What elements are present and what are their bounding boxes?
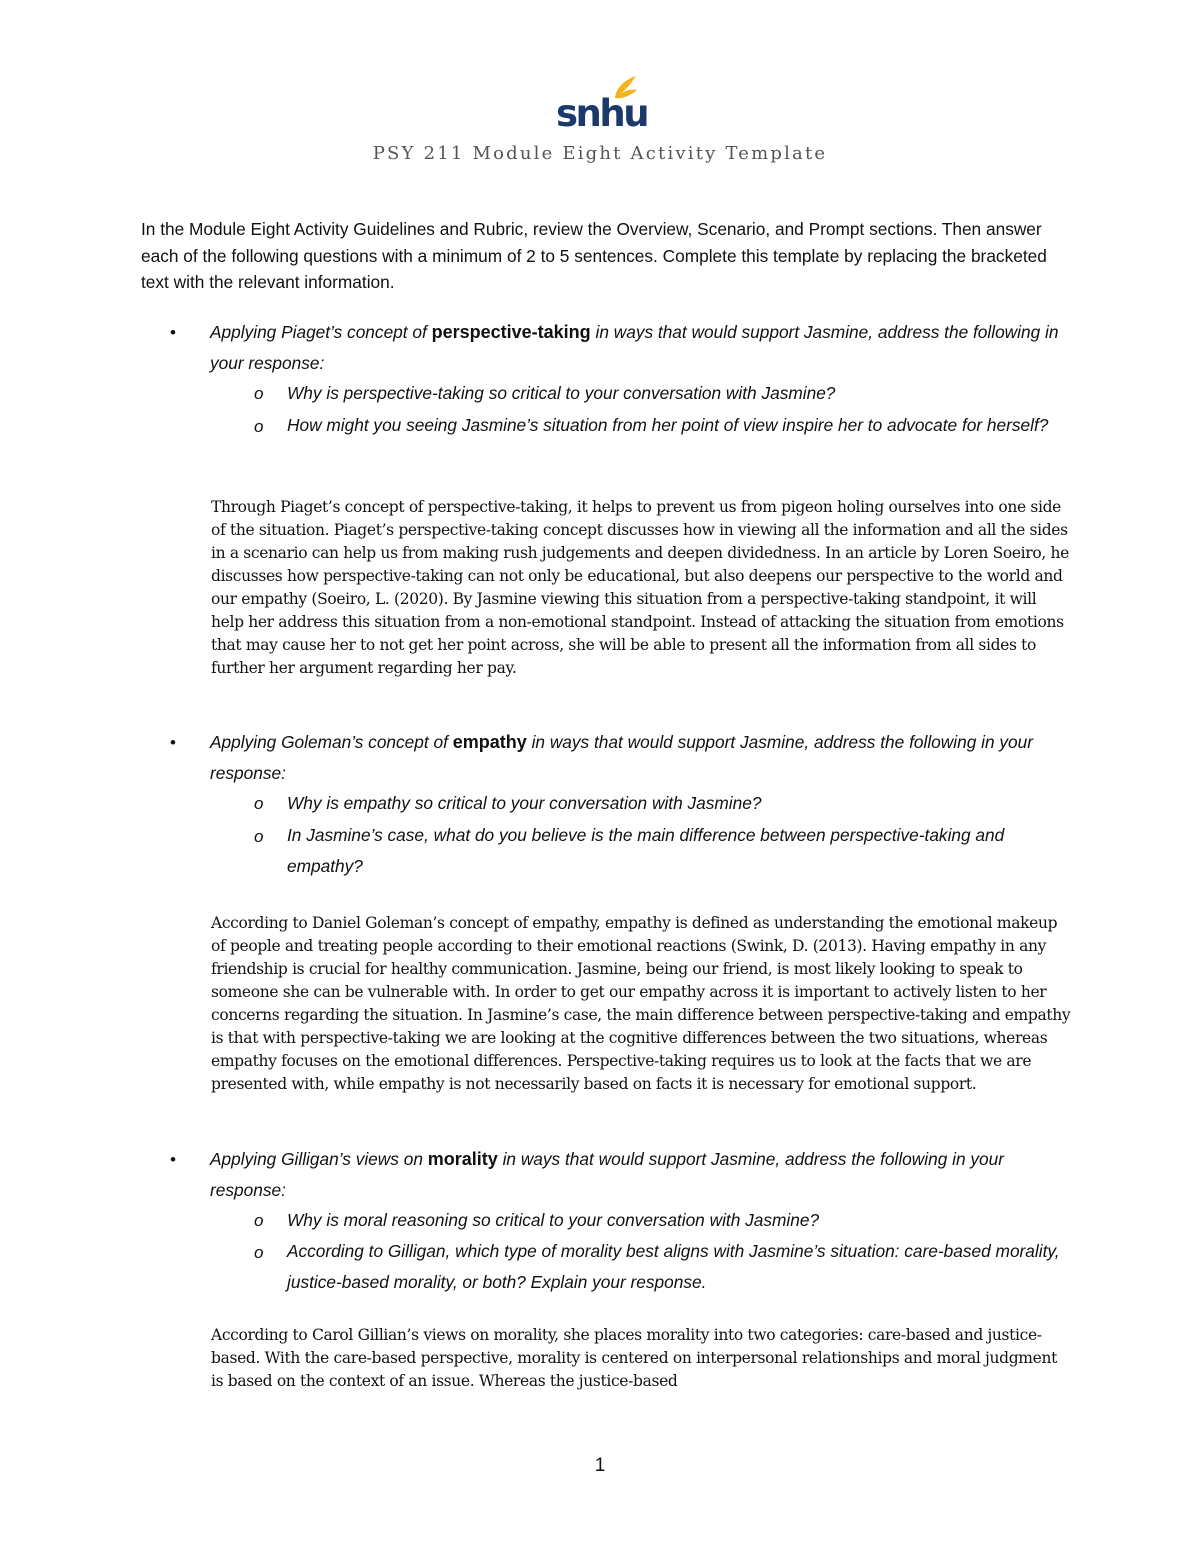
snhu-logo bbox=[556, 74, 648, 135]
question-2-suffix: in ways that would support Jasmine, address the following in your response: bbox=[210, 732, 1033, 783]
logo-wordmark: snhu bbox=[556, 92, 648, 135]
sub-bullet-icon: o bbox=[254, 827, 264, 846]
question-1-sub-2: How might you seeing Jasmine’s situation from her point of view inspire her to advocate for herself? bbox=[287, 415, 1049, 435]
sub-bullet-icon: o bbox=[254, 384, 264, 403]
document-title: PSY 211 Module Eight Activity Template bbox=[372, 143, 828, 164]
question-2 bbox=[210, 727, 1070, 788]
question-3-sub-2: According to Gilligan, which type of morality best aligns with Jasmine’s situation: care-based morality, justice-based morality, or both? Explain your response. bbox=[287, 1241, 1060, 1292]
question-3-keyword: morality bbox=[427, 1149, 498, 1169]
question-3-suffix: in ways that would support Jasmine, address the following in your response: bbox=[210, 1149, 1004, 1200]
question-2-prefix: Applying Goleman’s concept of bbox=[210, 732, 453, 752]
question-3 bbox=[210, 1144, 1070, 1205]
answer-2: According to Daniel Goleman’s concept of empathy, empathy is defined as understanding the emotional makeup of people and treating people according to their emotional reactions (Swink, D. (2013). Having empathy in any friendship is crucial for healthy communication. Jasmine, being our friend, is most likely looking to speak to someone she can be vulnerable with. In order to get our empathy across it is important to actively listen to her concerns regarding the situation. In Jasmine’s case, the main difference between perspective-taking and empathy is that with perspective-taking we are looking at the cognitive differences between the two situations, whereas empathy focuses on the emotional differences. Perspective-taking requires us to look at the facts that we are presented with, while empathy is not necessarily based on facts it is necessary for emotional support. bbox=[211, 914, 1071, 1093]
question-2-sub-1: Why is empathy so critical to your conversation with Jasmine? bbox=[287, 793, 762, 813]
question-1 bbox=[210, 317, 1070, 378]
sub-bullet-icon: o bbox=[254, 794, 264, 813]
sub-bullet-icon: o bbox=[254, 417, 264, 436]
question-1-suffix: in ways that would support Jasmine, address the following in your response: bbox=[210, 322, 1059, 373]
intro-paragraph: In the Module Eight Activity Guidelines and Rubric, review the Overview, Scenario, and Prompt sections. Then answer each of the following questions with a minimum of 2 to 5 sentences. Complete this template by replacing the bracketed text with the relevant information. bbox=[141, 219, 1047, 292]
question-2-sub-2: In Jasmine’s case, what do you believe is the main difference between perspective-taking and empathy? bbox=[287, 825, 1005, 876]
question-3-sub-1: Why is moral reasoning so critical to your conversation with Jasmine? bbox=[287, 1210, 820, 1230]
bullet-icon: • bbox=[170, 733, 176, 752]
question-1-sub-1: Why is perspective-taking so critical to your conversation with Jasmine? bbox=[287, 383, 836, 403]
question-3-prefix: Applying Gilligan’s views on bbox=[210, 1149, 428, 1169]
question-1-keyword: perspective-taking bbox=[431, 322, 591, 342]
answer-3: According to Carol Gillian’s views on morality, she places morality into two categories: care-based and justice-based. With the care-based perspective, morality is centered on interpersonal relationships and moral judgment is based on the context of an issue. Whereas the justice-based bbox=[211, 1326, 1057, 1390]
page-number: 1 bbox=[594, 1455, 606, 1476]
answer-1: Through Piaget’s concept of perspective-taking, it helps to prevent us from pigeon holing ourselves into one side of the situation. Piaget’s perspective-taking concept discusses how in viewing all the information and all the sides in a scenario can help us from making rush judgements and deepen dividedness. In an article by Loren Soeiro, he discusses how perspective-taking can not only be educational, but also deepens our perspective to the world and our empathy (Soeiro, L. (2020). By Jasmine viewing this situation from a perspective-taking standpoint, it will help her address this situation from a non-emotional standpoint. Instead of attacking the situation from emotions that may cause her to not get her point across, she will be able to present all the information from all sides to further her argument regarding her pay. bbox=[211, 498, 1069, 677]
bullet-icon: • bbox=[170, 1150, 176, 1169]
question-2-keyword: empathy bbox=[452, 732, 527, 752]
bullet-icon: • bbox=[170, 323, 176, 342]
sub-bullet-icon: o bbox=[254, 1211, 264, 1230]
sub-bullet-icon: o bbox=[254, 1243, 264, 1262]
question-1-prefix: Applying Piaget’s concept of bbox=[210, 322, 432, 342]
